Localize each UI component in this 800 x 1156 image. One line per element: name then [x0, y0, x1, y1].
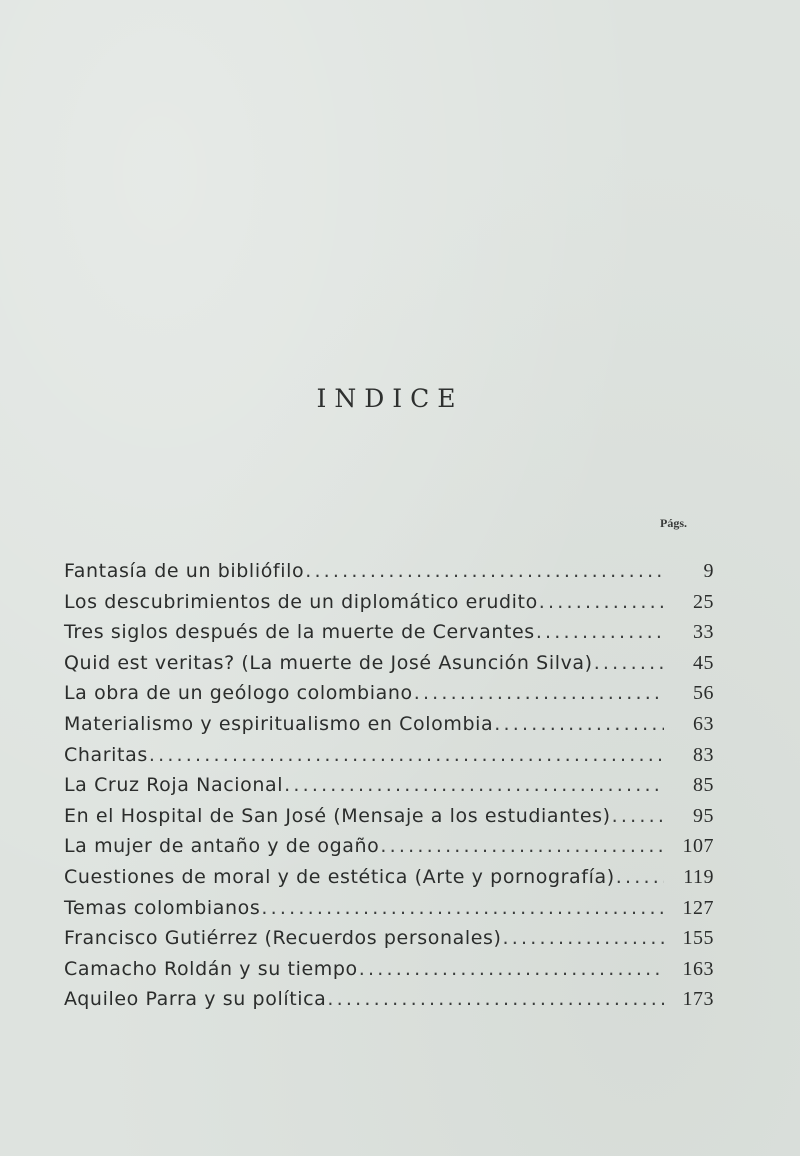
dot-leader	[503, 927, 664, 949]
dot-leader	[305, 560, 664, 582]
toc-entry	[64, 713, 714, 744]
toc-entry	[64, 560, 714, 591]
toc-entry-title: Materialismo y espiritualismo en Colombia	[64, 712, 494, 735]
dot-leader	[536, 621, 664, 643]
toc-entry-page: 25	[693, 590, 714, 613]
dot-leader	[414, 682, 664, 704]
dot-leader	[380, 835, 664, 857]
toc-entry-title: En el Hospital de San José (Mensaje a los estudiantes)	[64, 804, 611, 827]
dot-leader	[616, 866, 664, 888]
toc-entry-page: 33	[693, 621, 714, 644]
dot-leader	[284, 774, 664, 796]
toc-entry-page: 63	[693, 712, 714, 735]
dot-leader	[327, 988, 664, 1010]
toc-entry	[64, 621, 714, 652]
toc-entry-page: 127	[682, 896, 714, 919]
table-of-contents	[64, 560, 714, 1019]
index-heading: INDICE	[316, 384, 464, 413]
toc-entry	[64, 897, 714, 928]
toc-entry-page: 173	[682, 988, 714, 1011]
dot-leader	[612, 805, 664, 827]
toc-entry	[64, 682, 714, 713]
toc-entry	[64, 744, 714, 775]
toc-entry-title: Charitas	[64, 743, 148, 766]
toc-entry-page: 83	[693, 743, 714, 766]
toc-entry-title: Camacho Roldán y su tiempo	[64, 957, 358, 980]
toc-entry	[64, 835, 714, 866]
page-column-label: Págs.	[660, 516, 687, 530]
toc-entry	[64, 927, 714, 958]
toc-entry-title: Fantasía de un bibliófilo	[64, 560, 305, 582]
dot-leader	[494, 713, 664, 735]
dot-leader	[261, 897, 664, 919]
toc-entry	[64, 866, 714, 897]
toc-entry	[64, 774, 714, 805]
toc-entry-page: 119	[683, 865, 714, 888]
toc-entry-title: La Cruz Roja Nacional	[64, 774, 284, 797]
toc-entry-title: La obra de un geólogo colombiano	[64, 682, 413, 705]
toc-entry-page: 155	[682, 927, 714, 950]
toc-entry-page: 107	[682, 835, 714, 858]
toc-entry-title: Aquileo Parra y su política	[64, 988, 327, 1011]
toc-entry-title: Tres siglos después de la muerte de Cervantes	[64, 621, 535, 644]
toc-entry-title: Cuestiones de moral y de estética (Arte y pornografía)	[64, 865, 615, 888]
toc-entry-page: 163	[682, 957, 714, 980]
toc-entry	[64, 805, 714, 836]
toc-entry	[64, 988, 714, 1019]
toc-entry-page: 56	[693, 682, 714, 705]
toc-entry-title: La mujer de antaño y de ogaño	[64, 835, 380, 858]
toc-entry-title: Temas colombianos	[64, 896, 261, 919]
toc-entry-title: Quid est veritas? (La muerte de José Asunción Silva)	[64, 651, 593, 674]
toc-entry-page: 95	[693, 804, 714, 827]
toc-entry-title: Los descubrimientos de un diplomático erudito	[64, 590, 538, 613]
toc-entry-page: 85	[693, 774, 714, 797]
dot-leader	[594, 652, 664, 674]
toc-entry-page: 9	[703, 560, 714, 582]
toc-entry-title: Francisco Gutiérrez (Recuerdos personales)	[64, 927, 502, 950]
toc-entry	[64, 591, 714, 622]
toc-entry	[64, 958, 714, 989]
dot-leader	[539, 591, 664, 613]
dot-leader	[359, 958, 664, 980]
toc-entry	[64, 652, 714, 683]
toc-entry-page: 45	[693, 651, 714, 674]
dot-leader	[149, 744, 664, 766]
